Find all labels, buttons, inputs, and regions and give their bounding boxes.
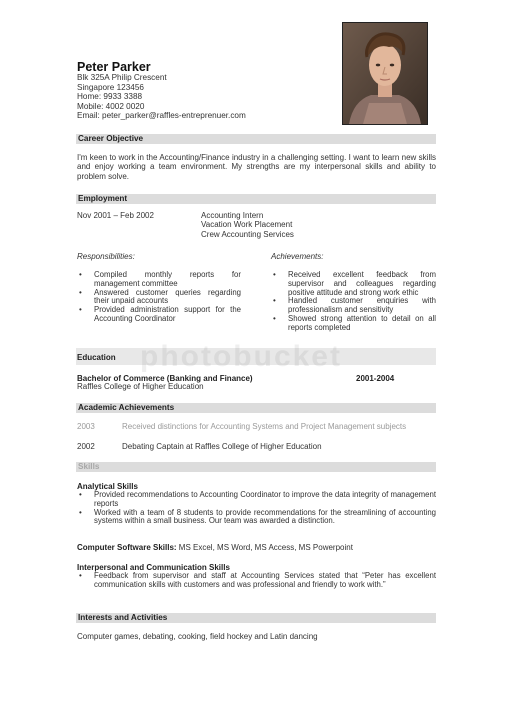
responsibilities-list	[77, 271, 241, 324]
school-name: Raffles College of Higher Education	[77, 382, 204, 391]
list-item: • Provided recommendations to Accounting Coordinator to improve the data integrity of management reports	[77, 491, 436, 509]
profile-photo	[342, 22, 428, 125]
academic-year-2: 2002	[77, 442, 95, 451]
role-title: Accounting Intern	[201, 211, 264, 220]
portrait-image	[343, 23, 427, 124]
employment-dates: Nov 2001 – Feb 2002	[77, 211, 154, 220]
analytical-skills-title: Analytical Skills	[77, 482, 138, 491]
list-item: • Handled customer enquiries with professionalism and sensitivity	[271, 297, 436, 315]
list-item: • Worked with a team of 8 students to provide recommendations for the streamlining of accounting systems within a small business. Our team was awarded a distinction.	[77, 509, 436, 527]
list-item: • Showed strong attention to detail on all reports completed	[271, 315, 436, 333]
address-line-2: Singapore 123456	[77, 82, 144, 92]
watermark-text: photobucket	[140, 340, 342, 373]
email: Email: peter_parker@raffles-entreprenuer.com	[77, 111, 246, 121]
software-skills-list: MS Excel, MS Word, MS Access, MS Powerpoint	[176, 543, 353, 552]
interpersonal-skills-title: Interpersonal and Communication Skills	[77, 563, 230, 572]
section-title: Interests and Activities	[78, 613, 168, 622]
section-title: Academic Achievements	[78, 403, 175, 412]
section-header-academic	[76, 403, 436, 413]
analytical-skills-list	[77, 491, 436, 526]
interests-text: Computer games, debating, cooking, field hockey and Latin dancing	[77, 632, 318, 641]
interpersonal-skills-list	[77, 572, 436, 590]
section-header-skills	[76, 462, 436, 472]
section-header-career	[76, 134, 436, 144]
list-item: • Answered customer queries regarding their unpaid accounts	[77, 289, 241, 307]
achievements-list	[271, 271, 436, 333]
list-item: • Feedback from supervisor and staff at Accounting Services stated that “Peter has excellent communication skills with customers and was professional and friendly to work with.”	[77, 572, 436, 590]
list-item: • Received excellent feedback from supervisor and colleagues regarding positive attitude and strong work ethic	[271, 271, 436, 297]
section-header-interests	[76, 613, 436, 623]
section-header-education: Education	[77, 353, 116, 362]
academic-year-1: 2003	[77, 422, 95, 431]
software-skills-line	[77, 543, 353, 552]
contact-block	[77, 73, 246, 121]
list-item: • Compiled monthly reports for management committee	[77, 271, 241, 289]
degree-years: 2001-2004	[356, 374, 395, 383]
section-title: Skills	[78, 462, 100, 471]
academic-text-1: Received distinctions for Accounting Systems and Project Management subjects	[122, 422, 407, 431]
section-title: Career Objective	[78, 134, 144, 143]
career-objective-text: I'm keen to work in the Accounting/Finance industry in a challenging setting. I want to learn new skills and enjoy working a team environment. My strengths are my interpersonal skills and ability to problem solve.	[77, 153, 436, 181]
mobile-phone: Mobile: 4002 0020	[77, 101, 145, 111]
home-phone: Home: 9933 3388	[77, 92, 143, 102]
role-type: Vacation Work Placement	[201, 220, 293, 230]
section-header-employment	[76, 194, 436, 204]
applicant-name: Peter Parker	[77, 60, 151, 74]
achievements-label: Achievements:	[271, 252, 324, 261]
address-line-1: Blk 325A Philip Crescent	[77, 73, 167, 82]
role-company: Crew Accounting Services	[201, 229, 294, 239]
employment-roles	[201, 211, 294, 239]
academic-text-2: Debating Captain at Raffles College of Higher Education	[122, 442, 322, 451]
software-skills-title: Computer Software Skills:	[77, 543, 177, 552]
section-title: Employment	[78, 194, 128, 203]
list-item: • Provided administration support for the Accounting Coordinator	[77, 306, 241, 324]
degree-title: Bachelor of Commerce (Banking and Finance)	[77, 374, 253, 383]
responsibilities-label: Responsibilities:	[77, 252, 135, 261]
